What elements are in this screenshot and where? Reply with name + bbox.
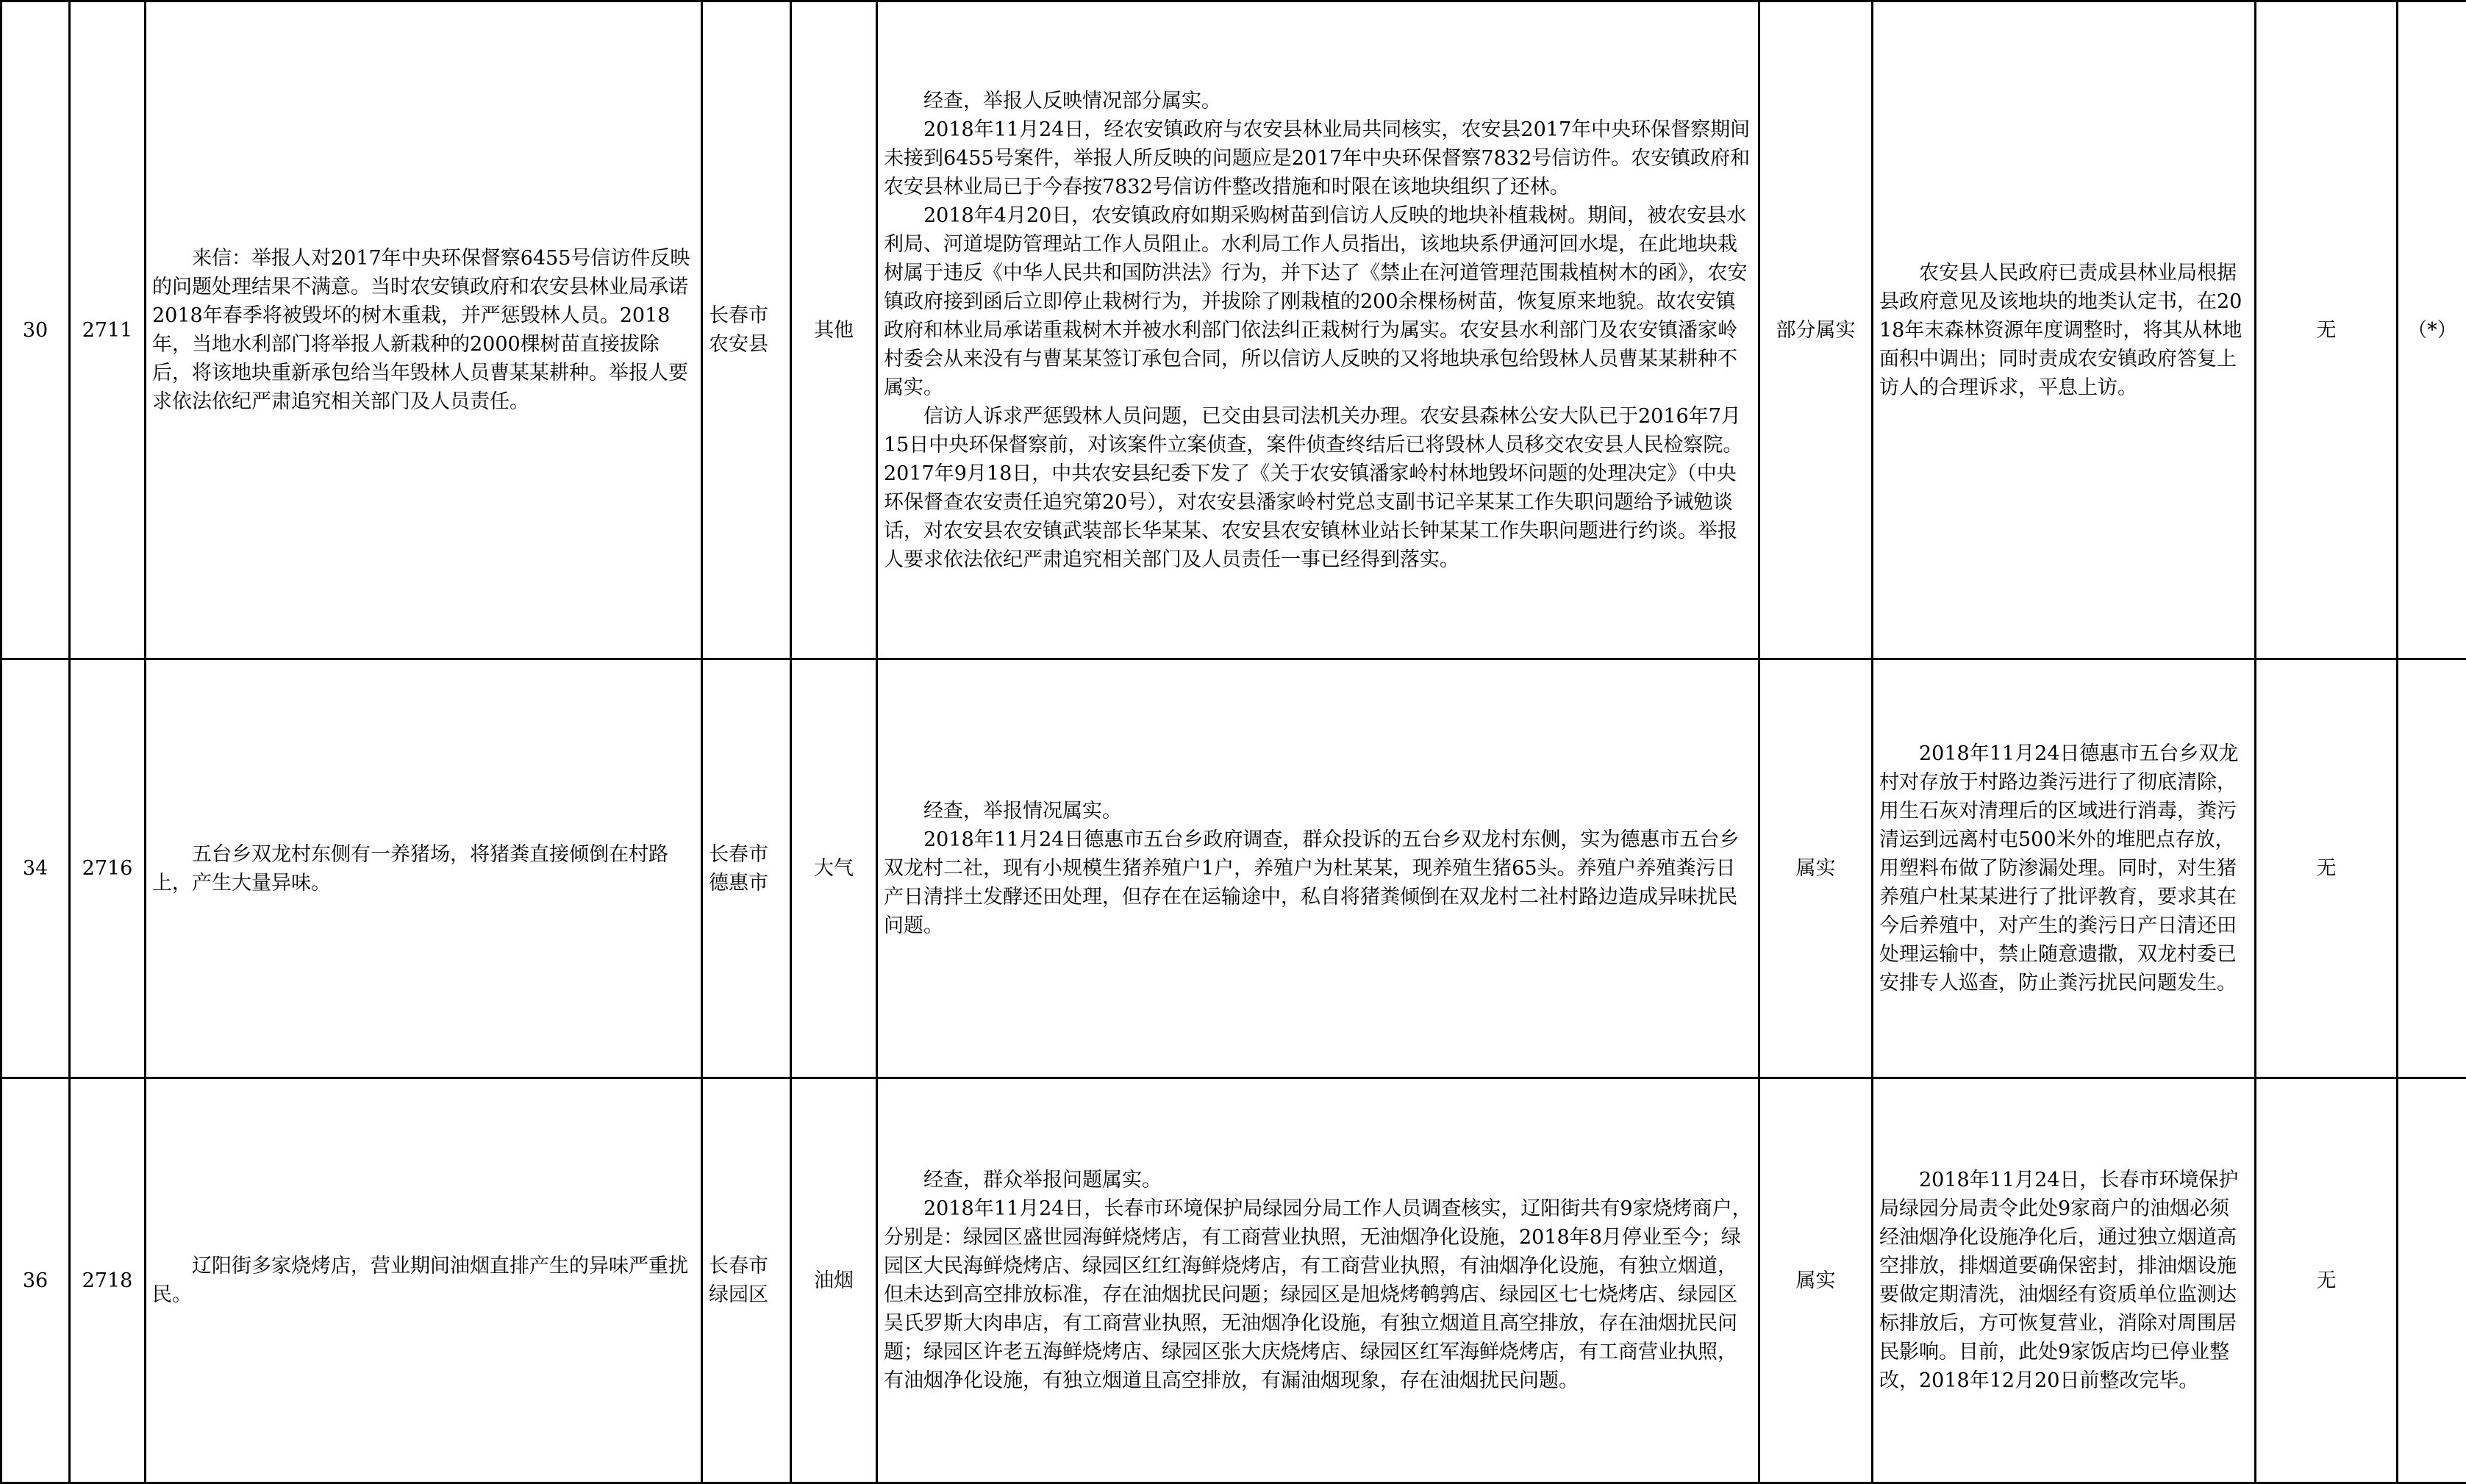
complaint-text: 五台乡双龙村东侧有一养猪场，将猪粪直接倾倒在村路上，产生大量异味。 [152, 840, 695, 897]
complaint-cell [146, 659, 702, 1078]
accountability-cell: 无 [2256, 1, 2398, 659]
note-cell [2398, 1078, 2466, 1483]
accountability-cell: 无 [2256, 1078, 2398, 1483]
case-number: 34 [1, 659, 70, 1078]
category-cell: 其他 [791, 1, 877, 659]
findings-paragraph: 经查，群众举报问题属实。 [884, 1166, 1752, 1194]
verdict-cell: 部分属实 [1759, 1, 1873, 659]
category-cell: 油烟 [791, 1078, 877, 1483]
complaint-text: 来信：举报人对2017年中央环保督察6455号信访件反映的问题处理结果不满意。当时农安镇政府和农安县林业局承诺2018年春季将被毁坏的树木重栽，并严惩毁林人员。2018年，当地水利部门将举报人新栽种的2000棵树苗直接拔除后，将该地块重新承包给当年毁林人员曹某某耕种。举报人要求依法依纪严肃追究相关部门及人员责任。 [152, 244, 695, 416]
case-number: 30 [1, 1, 70, 659]
findings-paragraph: 2018年11月24日德惠市五台乡政府调查，群众投诉的五台乡双龙村东侧，实为德惠市五台乡双龙村二社，现有小规模生猪养殖户1户，养殖户为杜某某，现养殖生猪65头。养殖户养殖粪污日产日清拌土发酵还田处理，但存在在运输途中，私自将猪粪倾倒在双龙村二社村路边造成异味扰民问题。 [884, 825, 1752, 940]
note-cell: （*） [2398, 1, 2466, 659]
actions-text: 农安县人民政府已责成县林业局根据县政府意见及该地块的地类认定书，在2018年末森林资源年度调整时，将其从林地面积中调出；同时责成农安镇政府答复上访人的合理诉求，平息上访。 [1879, 259, 2248, 402]
case-code: 2716 [70, 659, 146, 1078]
findings-paragraph: 2018年4月20日，农安镇政府如期采购树苗到信访人反映的地块补植栽树。期间，被农安县水利局、河道堤防管理站工作人员阻止。水利局工作人员指出，该地块系伊通河回水堤，在此地块栽树属于违反《中华人民共和国防洪法》行为，并下达了《禁止在河道管理范围栽植树木的函》，农安镇政府接到函后立即停止栽树行为，并拔除了刚栽植的200余棵杨树苗，恢复原来地貌。故农安镇政府和林业局承诺重栽树木并被水利部门依法纠正栽树行为属实。农安县水利部门及农安镇潘家岭村委会从来没有与曹某某签订承包合同，所以信访人反映的又将地块承包给毁林人员曹某某耕种不属实。 [884, 201, 1752, 402]
actions-text: 2018年11月24日德惠市五台乡双龙村对存放于村路边粪污进行了彻底清除，用生石灰对清理后的区域进行消毒，粪污清运到远离村屯500米外的堆肥点存放，用塑料布做了防渗漏处理。同时，对生猪养殖户杜某某进行了批评教育，要求其在今后养殖中，对产生的粪污日产日清还田处理运输中，禁止随意遗撒，双龙村委已安排专人巡查，防止粪污扰民问题发生。 [1879, 739, 2248, 997]
findings-paragraph: 2018年11月24日，长春市环境保护局绿园分局工作人员调查核实，辽阳街共有9家烧烤商户，分别是：绿园区盛世园海鲜烧烤店，有工商营业执照，无油烟净化设施，2018年8月停业至今；绿园区大民海鲜烧烤店、绿园区红红海鲜烧烤店，有工商营业执照，有油烟净化设施，有独立烟道，但未达到高空排放标准，存在油烟扰民问题；绿园区是旭烧烤鹌鹑店、绿园区七七烧烤店、绿园区吴氏罗斯大肉串店，有工商营业执照，无油烟净化设施，有独立烟道且高空排放，存在油烟扰民问题；绿园区许老五海鲜烧烤店、绿园区张大庆烧烤店、绿园区红军海鲜烧烤店，有工商营业执照，有油烟净化设施，有独立烟道且高空排放，有漏油烟现象，存在油烟扰民问题。 [884, 1194, 1752, 1395]
region-cell: 长春市德惠市 [702, 659, 791, 1078]
table-row [1, 1, 2466, 659]
findings-paragraph: 经查，举报情况属实。 [884, 797, 1752, 825]
category-cell: 大气 [791, 659, 877, 1078]
actions-text: 2018年11月24日，长春市环境保护局绿园分局责令此处9家商户的油烟必须经油烟净化设施净化后，通过独立烟道高空排放，排烟道要确保密封，排油烟设施要做定期清洗，油烟经有资质单位监测达标排放后，方可恢复营业，消除对周围居民影响。目前，此处9家饭店均已停业整改，2018年12月20日前整改完毕。 [1879, 1166, 2248, 1395]
region-cell: 长春市绿园区 [702, 1078, 791, 1483]
table-row [1, 659, 2466, 1078]
findings-paragraph: 经查，举报人反映情况部分属实。 [884, 87, 1752, 115]
verdict-cell: 属实 [1759, 659, 1873, 1078]
actions-cell [1873, 1, 2256, 659]
complaint-cell [146, 1, 702, 659]
complaint-cell [146, 1078, 702, 1483]
complaint-text: 辽阳街多家烧烤店，营业期间油烟直排产生的异味严重扰民。 [152, 1252, 695, 1309]
actions-cell [1873, 1078, 2256, 1483]
region-cell: 长春市农安县 [702, 1, 791, 659]
findings-cell [877, 659, 1759, 1078]
findings-paragraph: 2018年11月24日，经农安镇政府与农安县林业局共同核实，农安县2017年中央环保督察期间未接到6455号案件，举报人所反映的问题应是2017年中央环保督察7832号信访件。农安镇政府和农安县林业局已于今春按7832号信访件整改措施和时限在该地块组织了还林。 [884, 115, 1752, 201]
case-number: 36 [1, 1078, 70, 1483]
findings-cell [877, 1, 1759, 659]
note-cell [2398, 659, 2466, 1078]
accountability-cell: 无 [2256, 659, 2398, 1078]
findings-paragraph: 信访人诉求严惩毁林人员问题，已交由县司法机关办理。农安县森林公安大队已于2016年7月15日中央环保督察前，对该案件立案侦查，案件侦查终结后已将毁林人员移交农安县人民检察院。2017年9月18日，中共农安县纪委下发了《关于农安镇潘家岭村林地毁坏问题的处理决定》（中央环保督查农安责任追究第20号），对农安县潘家岭村党总支副书记辛某某工作失职问题给予诫勉谈话，对农安县农安镇武装部长华某某、农安县农安镇林业站长钟某某工作失职问题进行约谈。举报人要求依法依纪严肃追究相关部门及人员责任一事已经得到落实。 [884, 402, 1752, 574]
findings-cell [877, 1078, 1759, 1483]
actions-cell [1873, 659, 2256, 1078]
case-code: 2718 [70, 1078, 146, 1483]
table-row [1, 1078, 2466, 1483]
case-code: 2711 [70, 1, 146, 659]
verdict-cell: 属实 [1759, 1078, 1873, 1483]
